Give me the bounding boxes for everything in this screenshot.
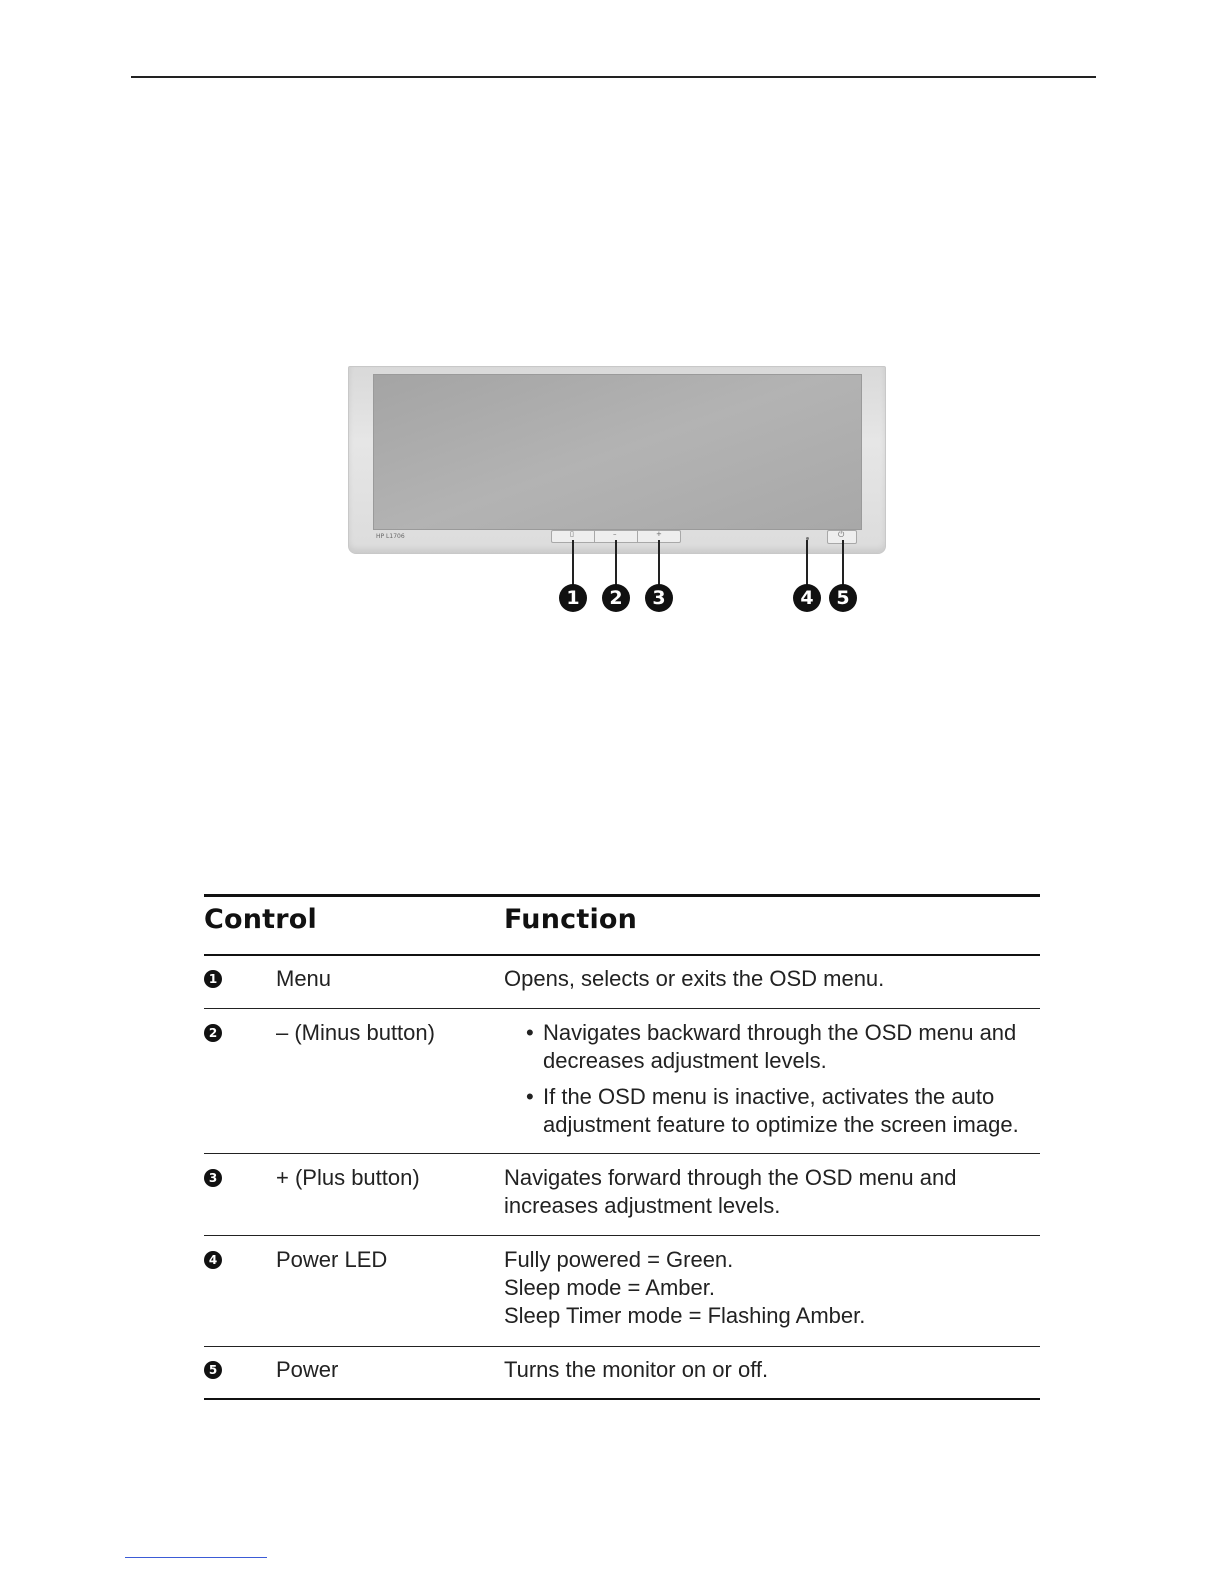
header-control: Control bbox=[204, 904, 318, 935]
callout-4: 4 bbox=[793, 584, 821, 612]
function-bullet-list bbox=[526, 1019, 1031, 1147]
callout-3: 3 bbox=[645, 584, 673, 612]
monitor-front-figure bbox=[348, 366, 886, 556]
control-function: Opens, selects or exits the OSD menu. bbox=[504, 966, 885, 991]
row-divider bbox=[204, 1153, 1040, 1154]
control-name: Power LED bbox=[276, 1247, 388, 1272]
control-function: Navigates forward through the OSD menu and increases adjustment levels. bbox=[504, 1165, 957, 1218]
callout-5: 5 bbox=[829, 584, 857, 612]
minus-glyph-icon: – bbox=[613, 530, 617, 538]
table-bottom-rule bbox=[204, 1398, 1040, 1400]
callout-1: 1 bbox=[559, 584, 587, 612]
table-top-rule bbox=[204, 894, 1040, 897]
menu-glyph-icon: ▯ bbox=[570, 530, 574, 538]
model-label: HP L1706 bbox=[376, 533, 405, 540]
callout-line-3 bbox=[658, 540, 660, 586]
callout-line-5 bbox=[842, 540, 844, 586]
plus-glyph-icon: + bbox=[656, 530, 662, 538]
row-number: 1 bbox=[204, 970, 222, 988]
control-name: Menu bbox=[276, 966, 332, 991]
callout-line-2 bbox=[615, 540, 617, 586]
callout-line-1 bbox=[572, 540, 574, 586]
function-bullet: • Navigates backward through the OSD menu and decreases adjustment levels. bbox=[526, 1019, 1031, 1075]
function-line: Sleep mode = Amber. bbox=[504, 1275, 715, 1300]
row-number: 2 bbox=[204, 1024, 222, 1042]
callout-2: 2 bbox=[602, 584, 630, 612]
callout-line-4 bbox=[806, 540, 808, 586]
footer-link-underline bbox=[125, 1557, 267, 1558]
control-name: – (Minus button) bbox=[276, 1020, 435, 1045]
control-function: Turns the monitor on or off. bbox=[504, 1357, 769, 1382]
row-divider bbox=[204, 1346, 1040, 1347]
monitor-bezel bbox=[348, 366, 886, 554]
power-icon: ⏻ bbox=[838, 530, 845, 539]
header-function: Function bbox=[504, 904, 638, 935]
function-line: Sleep Timer mode = Flashing Amber. bbox=[504, 1303, 866, 1328]
row-number: 3 bbox=[204, 1169, 222, 1187]
header-rule bbox=[131, 76, 1096, 78]
function-bullet: • If the OSD menu is inactive, activates the auto adjustment feature to optimize the screen image. bbox=[526, 1083, 1031, 1139]
row-divider bbox=[204, 1235, 1040, 1236]
monitor-screen bbox=[373, 374, 862, 530]
control-name: + (Plus button) bbox=[276, 1165, 420, 1190]
row-number: 4 bbox=[204, 1251, 222, 1269]
control-name: Power bbox=[276, 1357, 339, 1382]
row-number: 5 bbox=[204, 1361, 222, 1379]
function-line: Fully powered = Green. bbox=[504, 1247, 734, 1272]
row-divider bbox=[204, 1008, 1040, 1009]
header-rule-bottom bbox=[204, 954, 1040, 956]
